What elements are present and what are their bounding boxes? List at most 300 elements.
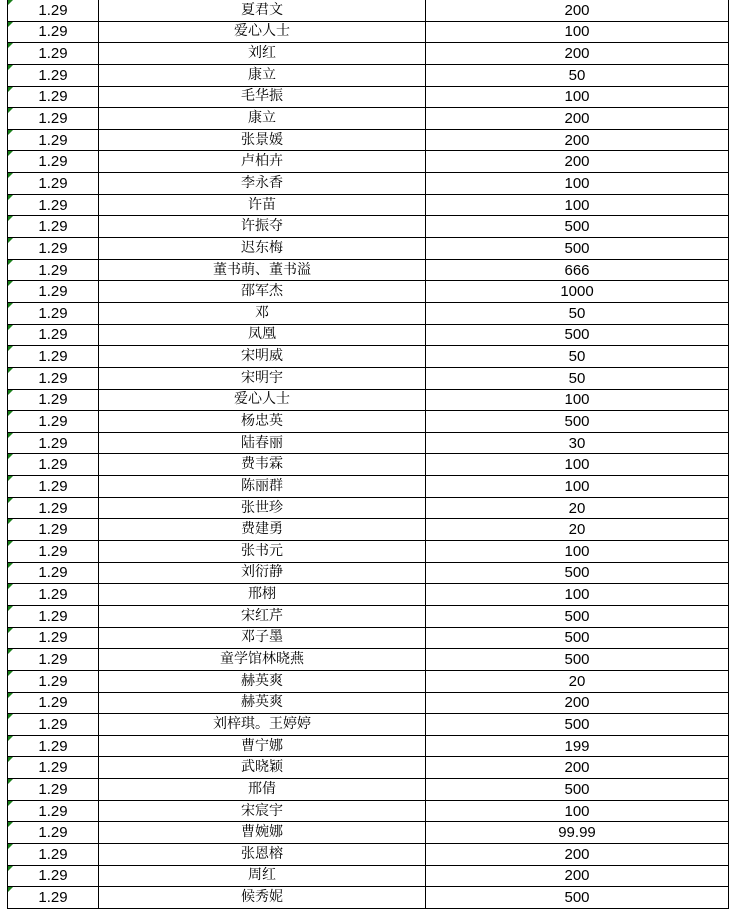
date-cell[interactable]: [8, 519, 99, 541]
date-cell-text: 1.29: [38, 66, 68, 84]
number-as-text-flag-icon: [8, 584, 13, 589]
amount-cell-text: 30: [568, 434, 586, 452]
amount-cell[interactable]: [426, 887, 729, 909]
donor-name-cell[interactable]: [99, 887, 426, 909]
donor-name-cell[interactable]: [99, 0, 426, 21]
date-cell[interactable]: [8, 86, 99, 108]
number-as-text-flag-icon: [8, 433, 13, 438]
date-cell[interactable]: [8, 64, 99, 86]
date-cell[interactable]: [8, 216, 99, 238]
table-row: [8, 367, 729, 389]
donor-name-cell-text: 费韦霖: [241, 456, 283, 473]
date-cell-text: 1.29: [38, 304, 68, 322]
amount-cell[interactable]: [426, 129, 729, 151]
number-as-text-flag-icon: [8, 130, 13, 135]
date-cell[interactable]: [8, 411, 99, 433]
date-cell-text: 1.29: [38, 824, 68, 842]
donor-name-cell-text: 邢栩: [248, 586, 276, 603]
table-row: [8, 411, 729, 433]
date-cell[interactable]: [8, 194, 99, 216]
amount-cell[interactable]: [426, 346, 729, 368]
number-as-text-flag-icon: [8, 736, 13, 741]
amount-cell-text: 666: [564, 261, 590, 279]
number-as-text-flag-icon: [8, 541, 13, 546]
date-cell[interactable]: [8, 0, 99, 21]
date-cell-text: 1.29: [38, 174, 68, 192]
amount-cell-text: 500: [564, 564, 590, 582]
donor-name-cell[interactable]: [99, 389, 426, 411]
date-cell[interactable]: [8, 238, 99, 260]
date-cell-text: 1.29: [38, 694, 68, 712]
number-as-text-flag-icon: [8, 260, 13, 265]
date-cell-text: 1.29: [38, 521, 68, 539]
amount-cell[interactable]: [426, 21, 729, 43]
date-cell-text: 1.29: [38, 434, 68, 452]
amount-cell[interactable]: [426, 194, 729, 216]
amount-cell-text: 500: [564, 326, 590, 344]
donor-name-cell[interactable]: [99, 86, 426, 108]
amount-cell-text: 200: [564, 867, 590, 885]
date-cell-text: 1.29: [38, 759, 68, 777]
donor-name-cell[interactable]: [99, 584, 426, 606]
donor-name-cell[interactable]: [99, 714, 426, 736]
amount-cell-text: 50: [568, 304, 586, 322]
donor-name-cell-text: 康立: [248, 66, 276, 83]
table-row: [8, 432, 729, 454]
amount-cell[interactable]: [426, 86, 729, 108]
table-row: [8, 822, 729, 844]
number-as-text-flag-icon: [8, 108, 13, 113]
amount-cell-text: 100: [564, 23, 590, 41]
number-as-text-flag-icon: [8, 606, 13, 611]
date-cell[interactable]: [8, 584, 99, 606]
donation-table: [7, 0, 729, 909]
date-cell[interactable]: [8, 21, 99, 43]
date-cell[interactable]: [8, 389, 99, 411]
amount-cell-text: 200: [564, 694, 590, 712]
date-cell[interactable]: [8, 281, 99, 303]
date-cell[interactable]: [8, 714, 99, 736]
donor-name-cell-text: 爱心人士: [234, 391, 290, 408]
donor-name-cell[interactable]: [99, 411, 426, 433]
table-row: [8, 692, 729, 714]
number-as-text-flag-icon: [8, 303, 13, 308]
donor-name-cell-text: 毛华振: [241, 88, 283, 105]
amount-cell[interactable]: [426, 476, 729, 498]
number-as-text-flag-icon: [8, 411, 13, 416]
amount-cell[interactable]: [426, 757, 729, 779]
date-cell-text: 1.29: [38, 542, 68, 560]
number-as-text-flag-icon: [8, 844, 13, 849]
donor-name-cell[interactable]: [99, 627, 426, 649]
donor-name-cell-text: 武晓颖: [241, 759, 283, 776]
date-cell[interactable]: [8, 865, 99, 887]
donor-name-cell[interactable]: [99, 194, 426, 216]
amount-cell[interactable]: [426, 692, 729, 714]
date-cell[interactable]: [8, 454, 99, 476]
donor-name-cell[interactable]: [99, 367, 426, 389]
number-as-text-flag-icon: [8, 801, 13, 806]
donor-name-cell-text: 邢倩: [248, 780, 276, 797]
number-as-text-flag-icon: [8, 346, 13, 351]
date-cell-text: 1.29: [38, 499, 68, 517]
donor-name-cell-text: 赫英爽: [241, 672, 283, 689]
donor-name-cell[interactable]: [99, 216, 426, 238]
amount-cell[interactable]: [426, 627, 729, 649]
date-cell[interactable]: [8, 843, 99, 865]
amount-cell[interactable]: [426, 735, 729, 757]
amount-cell[interactable]: [426, 649, 729, 671]
donor-name-cell[interactable]: [99, 497, 426, 519]
number-as-text-flag-icon: [8, 390, 13, 395]
date-cell-text: 1.29: [38, 651, 68, 669]
table-row: [8, 173, 729, 195]
amount-cell[interactable]: [426, 389, 729, 411]
donor-name-cell-text: 刘红: [248, 45, 276, 62]
amount-cell[interactable]: [426, 324, 729, 346]
amount-cell-text: 100: [564, 802, 590, 820]
amount-cell[interactable]: [426, 562, 729, 584]
amount-cell-text: 199: [564, 737, 590, 755]
date-cell[interactable]: [8, 779, 99, 801]
donor-name-cell-text: 邓: [255, 304, 269, 321]
date-cell[interactable]: [8, 324, 99, 346]
amount-cell-text: 50: [568, 66, 586, 84]
number-as-text-flag-icon: [8, 238, 13, 243]
table-row: [8, 151, 729, 173]
number-as-text-flag-icon: [8, 714, 13, 719]
date-cell[interactable]: [8, 129, 99, 151]
table-row: [8, 238, 729, 260]
amount-cell-text: 20: [568, 499, 586, 517]
table-row: [8, 865, 729, 887]
date-cell-text: 1.29: [38, 456, 68, 474]
amount-cell-text: 100: [564, 477, 590, 495]
amount-cell-text: 500: [564, 889, 590, 907]
table-row: [8, 800, 729, 822]
amount-cell[interactable]: [426, 454, 729, 476]
date-cell-text: 1.29: [38, 88, 68, 106]
date-cell-text: 1.29: [38, 196, 68, 214]
number-as-text-flag-icon: [8, 151, 13, 156]
date-cell-text: 1.29: [38, 348, 68, 366]
donor-name-cell[interactable]: [99, 670, 426, 692]
amount-cell[interactable]: [426, 432, 729, 454]
table-row: [8, 670, 729, 692]
number-as-text-flag-icon: [8, 0, 13, 5]
date-cell[interactable]: [8, 735, 99, 757]
date-cell[interactable]: [8, 259, 99, 281]
donor-name-cell-text: 张书元: [241, 542, 283, 559]
amount-cell[interactable]: [426, 411, 729, 433]
amount-cell[interactable]: [426, 605, 729, 627]
table-row: [8, 562, 729, 584]
date-cell-text: 1.29: [38, 672, 68, 690]
date-cell-text: 1.29: [38, 802, 68, 820]
donor-name-cell-text: 董书萌、董书溢: [213, 261, 311, 278]
date-cell[interactable]: [8, 476, 99, 498]
amount-cell-text: 1000: [560, 283, 594, 301]
date-cell[interactable]: [8, 43, 99, 65]
table-row: [8, 757, 729, 779]
donor-name-cell-text: 张世珍: [241, 499, 283, 516]
donor-name-cell-text: 许振夺: [241, 218, 283, 235]
table-row: [8, 497, 729, 519]
donor-name-cell-text: 卢柏卉: [241, 153, 283, 170]
donor-name-cell-text: 杨忠英: [241, 412, 283, 429]
table-row: [8, 519, 729, 541]
amount-cell[interactable]: [426, 43, 729, 65]
amount-cell-text: 100: [564, 456, 590, 474]
donor-name-cell-text: 刘梓琪。王婷婷: [213, 715, 311, 732]
amount-cell-text: 100: [564, 542, 590, 560]
amount-cell-text: 500: [564, 651, 590, 669]
donor-name-cell-text: 张景媛: [241, 131, 283, 148]
date-cell-text: 1.29: [38, 23, 68, 41]
donor-name-cell[interactable]: [99, 43, 426, 65]
table-row: [8, 259, 729, 281]
donor-name-cell[interactable]: [99, 649, 426, 671]
amount-cell[interactable]: [426, 822, 729, 844]
amount-cell[interactable]: [426, 800, 729, 822]
table-row: [8, 43, 729, 65]
number-as-text-flag-icon: [8, 454, 13, 459]
amount-cell-text: 500: [564, 715, 590, 733]
date-cell-text: 1.29: [38, 889, 68, 907]
amount-cell-text: 500: [564, 629, 590, 647]
number-as-text-flag-icon: [8, 173, 13, 178]
date-cell[interactable]: [8, 887, 99, 909]
donor-name-cell[interactable]: [99, 843, 426, 865]
number-as-text-flag-icon: [8, 822, 13, 827]
donor-name-cell-text: 刘衍静: [241, 564, 283, 581]
number-as-text-flag-icon: [8, 216, 13, 221]
number-as-text-flag-icon: [8, 22, 13, 27]
date-cell[interactable]: [8, 497, 99, 519]
amount-cell-text: 500: [564, 218, 590, 236]
date-cell[interactable]: [8, 302, 99, 324]
date-cell-text: 1.29: [38, 110, 68, 128]
number-as-text-flag-icon: [8, 779, 13, 784]
donor-name-cell[interactable]: [99, 21, 426, 43]
donor-name-cell-text: 爱心人士: [234, 23, 290, 40]
donor-name-cell[interactable]: [99, 346, 426, 368]
table-row: [8, 302, 729, 324]
number-as-text-flag-icon: [8, 195, 13, 200]
amount-cell-text: 20: [568, 521, 586, 539]
donor-name-cell-text: 邓子墨: [241, 629, 283, 646]
amount-cell[interactable]: [426, 519, 729, 541]
donor-name-cell[interactable]: [99, 800, 426, 822]
table-row: [8, 887, 729, 909]
amount-cell[interactable]: [426, 302, 729, 324]
donor-name-cell[interactable]: [99, 173, 426, 195]
date-cell-text: 1.29: [38, 867, 68, 885]
number-as-text-flag-icon: [8, 476, 13, 481]
date-cell[interactable]: [8, 346, 99, 368]
donor-name-cell[interactable]: [99, 822, 426, 844]
donor-name-cell-text: 迟东梅: [241, 239, 283, 256]
number-as-text-flag-icon: [8, 563, 13, 568]
number-as-text-flag-icon: [8, 281, 13, 286]
table-row: [8, 216, 729, 238]
date-cell-text: 1.29: [38, 1, 68, 19]
amount-cell[interactable]: [426, 779, 729, 801]
date-cell[interactable]: [8, 649, 99, 671]
donor-name-cell[interactable]: [99, 151, 426, 173]
table-row: [8, 714, 729, 736]
donor-name-cell-text: 许苗: [248, 196, 276, 213]
donor-name-cell[interactable]: [99, 519, 426, 541]
amount-cell[interactable]: [426, 670, 729, 692]
amount-cell[interactable]: [426, 259, 729, 281]
amount-cell-text: 200: [564, 1, 590, 19]
donor-name-cell[interactable]: [99, 281, 426, 303]
amount-cell[interactable]: [426, 367, 729, 389]
date-cell-text: 1.29: [38, 283, 68, 301]
donor-name-cell-text: 赫英爽: [241, 694, 283, 711]
amount-cell-text: 100: [564, 391, 590, 409]
amount-cell-text: 100: [564, 586, 590, 604]
amount-cell[interactable]: [426, 238, 729, 260]
date-cell[interactable]: [8, 605, 99, 627]
date-cell[interactable]: [8, 432, 99, 454]
donor-name-cell-text: 宋红芹: [241, 607, 283, 624]
amount-cell[interactable]: [426, 497, 729, 519]
donor-name-cell[interactable]: [99, 865, 426, 887]
donor-name-cell-text: 邵军杰: [241, 283, 283, 300]
number-as-text-flag-icon: [8, 43, 13, 48]
date-cell-text: 1.29: [38, 780, 68, 798]
amount-cell[interactable]: [426, 865, 729, 887]
amount-cell[interactable]: [426, 281, 729, 303]
amount-cell[interactable]: [426, 173, 729, 195]
amount-cell[interactable]: [426, 0, 729, 21]
amount-cell-text: 100: [564, 174, 590, 192]
amount-cell-text: 500: [564, 239, 590, 257]
date-cell[interactable]: [8, 757, 99, 779]
amount-cell-text: 50: [568, 369, 586, 387]
number-as-text-flag-icon: [8, 628, 13, 633]
donor-name-cell[interactable]: [99, 541, 426, 563]
date-cell[interactable]: [8, 173, 99, 195]
amount-cell-text: 200: [564, 153, 590, 171]
table-row: [8, 389, 729, 411]
donor-name-cell[interactable]: [99, 432, 426, 454]
donor-name-cell[interactable]: [99, 562, 426, 584]
table-row: [8, 129, 729, 151]
donor-name-cell-text: 宋宸宇: [241, 802, 283, 819]
amount-cell-text: 100: [564, 196, 590, 214]
amount-cell[interactable]: [426, 714, 729, 736]
number-as-text-flag-icon: [8, 498, 13, 503]
amount-cell-text: 200: [564, 110, 590, 128]
table-row: [8, 0, 729, 21]
table-row: [8, 779, 729, 801]
table-row: [8, 627, 729, 649]
donor-name-cell[interactable]: [99, 692, 426, 714]
donor-name-cell[interactable]: [99, 779, 426, 801]
table-row: [8, 476, 729, 498]
amount-cell-text: 100: [564, 88, 590, 106]
donor-name-cell[interactable]: [99, 757, 426, 779]
date-cell-text: 1.29: [38, 564, 68, 582]
date-cell[interactable]: [8, 367, 99, 389]
date-cell-text: 1.29: [38, 477, 68, 495]
donor-name-cell-text: 曹婉娜: [241, 824, 283, 841]
number-as-text-flag-icon: [8, 87, 13, 92]
date-cell-text: 1.29: [38, 131, 68, 149]
date-cell[interactable]: [8, 692, 99, 714]
donor-name-cell-text: 陆春丽: [241, 434, 283, 451]
table-row: [8, 735, 729, 757]
donor-name-cell[interactable]: [99, 259, 426, 281]
donor-name-cell[interactable]: [99, 735, 426, 757]
amount-cell-text: 500: [564, 412, 590, 430]
date-cell[interactable]: [8, 562, 99, 584]
amount-cell-text: 200: [564, 45, 590, 63]
donor-name-cell-text: 康立: [248, 110, 276, 127]
amount-cell[interactable]: [426, 216, 729, 238]
donor-name-cell[interactable]: [99, 302, 426, 324]
date-cell[interactable]: [8, 800, 99, 822]
amount-cell-text: 50: [568, 348, 586, 366]
date-cell-text: 1.29: [38, 239, 68, 257]
table-row: [8, 64, 729, 86]
date-cell-text: 1.29: [38, 586, 68, 604]
donor-name-cell[interactable]: [99, 129, 426, 151]
donor-name-cell[interactable]: [99, 454, 426, 476]
donor-name-cell[interactable]: [99, 238, 426, 260]
donor-name-cell[interactable]: [99, 324, 426, 346]
amount-cell-text: 20: [568, 672, 586, 690]
date-cell-text: 1.29: [38, 153, 68, 171]
number-as-text-flag-icon: [8, 65, 13, 70]
donor-name-cell[interactable]: [99, 476, 426, 498]
date-cell[interactable]: [8, 627, 99, 649]
amount-cell[interactable]: [426, 843, 729, 865]
donor-name-cell-text: 宋明宇: [241, 369, 283, 386]
amount-cell-text: 99.99: [558, 824, 596, 842]
donor-name-cell[interactable]: [99, 64, 426, 86]
amount-cell[interactable]: [426, 64, 729, 86]
amount-cell[interactable]: [426, 584, 729, 606]
date-cell[interactable]: [8, 670, 99, 692]
number-as-text-flag-icon: [8, 368, 13, 373]
date-cell[interactable]: [8, 822, 99, 844]
donor-name-cell-text: 凤凰: [248, 326, 276, 343]
donor-name-cell[interactable]: [99, 108, 426, 130]
donor-name-cell-text: 宋明威: [241, 348, 283, 365]
table-row: [8, 454, 729, 476]
number-as-text-flag-icon: [8, 325, 13, 330]
donor-name-cell-text: 费建勇: [241, 521, 283, 538]
date-cell[interactable]: [8, 541, 99, 563]
table-row: [8, 21, 729, 43]
amount-cell[interactable]: [426, 151, 729, 173]
donor-name-cell[interactable]: [99, 605, 426, 627]
number-as-text-flag-icon: [8, 671, 13, 676]
table-row: [8, 108, 729, 130]
date-cell[interactable]: [8, 108, 99, 130]
amount-cell[interactable]: [426, 541, 729, 563]
donor-name-cell-text: 候秀妮: [241, 889, 283, 906]
amount-cell[interactable]: [426, 108, 729, 130]
table-row: [8, 194, 729, 216]
date-cell[interactable]: [8, 151, 99, 173]
donor-name-cell-text: 周红: [248, 867, 276, 884]
date-cell-text: 1.29: [38, 737, 68, 755]
